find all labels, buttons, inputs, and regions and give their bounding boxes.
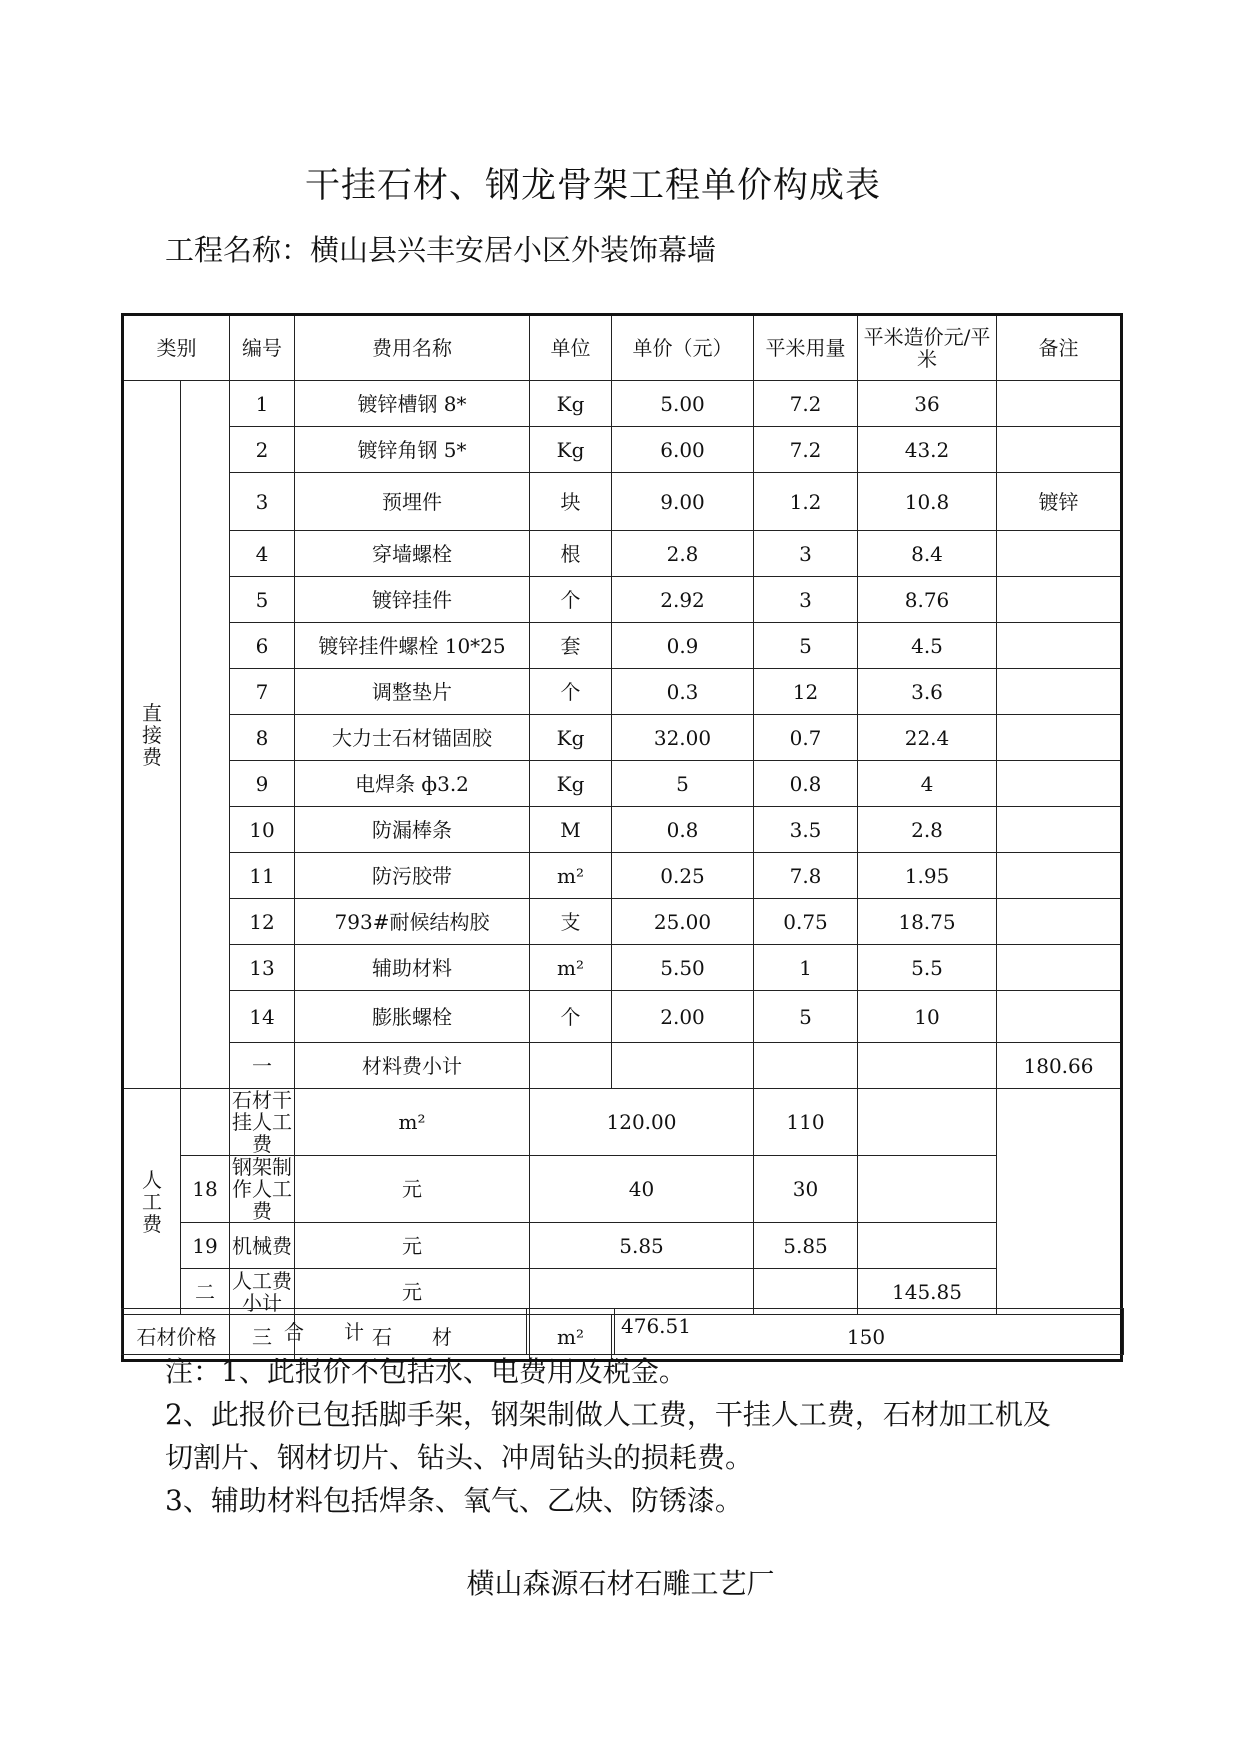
item-unit: m² [530, 945, 612, 991]
subtotal-no: 一 [230, 1043, 295, 1089]
item-qty: 12 [754, 669, 858, 715]
item-price: 2.92 [612, 577, 754, 623]
labor-cost: 5.85 [754, 1223, 858, 1269]
labor-no: 19 [181, 1223, 230, 1269]
item-remark [997, 761, 1122, 807]
item-cost: 22.4 [858, 715, 997, 761]
total-row [122, 1309, 1124, 1355]
labor-price: 120.00 [530, 1089, 754, 1156]
note-line: 2、此报价已包括脚手架，钢架制做人工费，干挂人工费，石材加工机及 [165, 1398, 1051, 1431]
header-name: 费用名称 [295, 315, 530, 381]
item-no: 10 [230, 807, 295, 853]
item-name: 电焊条 ф3.2 [295, 761, 530, 807]
labor-subtotal-value: 145.85 [858, 1269, 997, 1315]
subtotal-qty [754, 1043, 858, 1089]
item-price: 32.00 [612, 715, 754, 761]
stone-value: 150 [612, 1315, 1122, 1361]
item-name: 膨胀螺栓 [295, 991, 530, 1043]
item-qty: 3.5 [754, 807, 858, 853]
stone-name: 石 材 [295, 1315, 530, 1361]
item-remark: 镀锌 [997, 473, 1122, 531]
item-cost: 8.4 [858, 531, 997, 577]
item-name: 辅助材料 [295, 945, 530, 991]
subtotal-price [612, 1043, 754, 1089]
labor-row [123, 1156, 1122, 1223]
material-row [123, 761, 1122, 807]
item-cost: 5.5 [858, 945, 997, 991]
labor-remark [858, 1223, 997, 1269]
stone-no: 三 [230, 1315, 295, 1361]
header-cost: 平米造价元/平米 [858, 315, 997, 381]
labor-unit: m² [295, 1089, 530, 1156]
material-group-cell [181, 381, 230, 1089]
item-unit: M [530, 807, 612, 853]
subtotal-cost [858, 1043, 997, 1089]
item-name: 镀锌角钢 5* [295, 427, 530, 473]
item-qty: 7.2 [754, 427, 858, 473]
item-unit: Kg [530, 427, 612, 473]
item-cost: 1.95 [858, 853, 997, 899]
material-row [123, 427, 1122, 473]
item-no: 9 [230, 761, 295, 807]
item-qty: 5 [754, 623, 858, 669]
item-cost: 4.5 [858, 623, 997, 669]
item-qty: 3 [754, 577, 858, 623]
subtotal-unit [530, 1043, 612, 1089]
item-no: 2 [230, 427, 295, 473]
item-name: 大力士石材锚固胶 [295, 715, 530, 761]
signature: 横山森源石材石雕工艺厂 [466, 1567, 775, 1600]
item-remark [997, 427, 1122, 473]
material-row [123, 381, 1122, 427]
item-unit: 根 [530, 531, 612, 577]
note-line: 注：1、此报价不包括水、电费用及税金。 [165, 1355, 687, 1388]
item-cost: 18.75 [858, 899, 997, 945]
item-name: 镀锌挂件螺栓 10*25 [295, 623, 530, 669]
labor-unit: 元 [295, 1156, 530, 1223]
item-price: 5 [612, 761, 754, 807]
item-price: 5.50 [612, 945, 754, 991]
item-qty: 0.8 [754, 761, 858, 807]
material-row [123, 715, 1122, 761]
project-name: 工程名称：横山县兴丰安居小区外装饰幕墙 [165, 233, 717, 267]
price-table [121, 313, 1123, 1362]
item-unit: 个 [530, 669, 612, 715]
item-qty: 0.7 [754, 715, 858, 761]
labor-remark [858, 1089, 997, 1156]
labor-row [123, 1089, 1122, 1156]
item-remark [997, 531, 1122, 577]
item-cost: 36 [858, 381, 997, 427]
item-remark [997, 577, 1122, 623]
subtotal-name: 材料费小计 [295, 1043, 530, 1089]
material-row [123, 577, 1122, 623]
labor-name: 钢架制作人工费 [230, 1156, 295, 1223]
item-name: 穿墙螺栓 [295, 531, 530, 577]
item-cost: 2.8 [858, 807, 997, 853]
item-unit: 块 [530, 473, 612, 531]
item-name: 调整垫片 [295, 669, 530, 715]
header-no: 编号 [230, 315, 295, 381]
item-remark [997, 899, 1122, 945]
total-value: 476.51 [615, 1309, 1124, 1355]
material-row [123, 899, 1122, 945]
header-remark: 备注 [997, 315, 1122, 381]
item-cost: 43.2 [858, 427, 997, 473]
labor-row [123, 1223, 1122, 1269]
item-qty: 7.8 [754, 853, 858, 899]
item-remark [997, 715, 1122, 761]
item-cost: 3.6 [858, 669, 997, 715]
item-no: 1 [230, 381, 295, 427]
item-unit: m² [530, 853, 612, 899]
header-unit: 单位 [530, 315, 612, 381]
total-label: 合 计 [122, 1309, 527, 1355]
total-blank [527, 1309, 615, 1355]
item-qty: 0.75 [754, 899, 858, 945]
item-no: 13 [230, 945, 295, 991]
item-no: 3 [230, 473, 295, 531]
labor-price: 5.85 [530, 1223, 754, 1269]
labor-price: 40 [530, 1156, 754, 1223]
item-no: 4 [230, 531, 295, 577]
item-remark [997, 669, 1122, 715]
subtotal-value: 180.66 [997, 1043, 1122, 1089]
item-price: 0.8 [612, 807, 754, 853]
item-no: 7 [230, 669, 295, 715]
item-price: 25.00 [612, 899, 754, 945]
item-no: 8 [230, 715, 295, 761]
item-qty: 1 [754, 945, 858, 991]
labor-cost: 30 [754, 1156, 858, 1223]
stone-unit: m² [530, 1315, 612, 1361]
item-unit: 支 [530, 899, 612, 945]
item-unit: 个 [530, 991, 612, 1043]
item-unit: Kg [530, 761, 612, 807]
item-qty: 3 [754, 531, 858, 577]
note-line: 切割片、钢材切片、钻头、冲周钻头的损耗费。 [165, 1441, 754, 1474]
item-no: 5 [230, 577, 295, 623]
labor-name: 机械费 [230, 1223, 295, 1269]
item-name: 防污胶带 [295, 853, 530, 899]
item-cost: 4 [858, 761, 997, 807]
material-subtotal-row [123, 1043, 1122, 1089]
item-name: 预埋件 [295, 473, 530, 531]
direct-cost-label: 直 接 费 [123, 381, 181, 1089]
total-table [121, 1308, 1124, 1355]
item-cost: 10.8 [858, 473, 997, 531]
labor-no: 18 [181, 1156, 230, 1223]
header-row [123, 315, 1122, 381]
note-line: 3、辅助材料包括焊条、氧气、乙炔、防锈漆。 [165, 1484, 743, 1517]
item-qty: 7.2 [754, 381, 858, 427]
item-unit: 套 [530, 623, 612, 669]
item-remark [997, 991, 1122, 1043]
item-no: 12 [230, 899, 295, 945]
labor-name: 石材干挂人工费 [230, 1089, 295, 1156]
item-qty: 5 [754, 991, 858, 1043]
labor-subtotal-no: 二 [181, 1269, 230, 1315]
material-row [123, 473, 1122, 531]
labor-cost: 110 [754, 1089, 858, 1156]
item-price: 2.8 [612, 531, 754, 577]
material-row [123, 945, 1122, 991]
item-remark [997, 945, 1122, 991]
item-price: 9.00 [612, 473, 754, 531]
notes [165, 1350, 1105, 1522]
item-unit: 个 [530, 577, 612, 623]
material-row [123, 623, 1122, 669]
labor-group-label: 人 工 费 [123, 1089, 181, 1315]
item-no: 14 [230, 991, 295, 1043]
header-category: 类别 [123, 315, 230, 381]
item-price: 6.00 [612, 427, 754, 473]
item-no: 11 [230, 853, 295, 899]
item-name: 防漏棒条 [295, 807, 530, 853]
material-row [123, 669, 1122, 715]
item-price: 0.3 [612, 669, 754, 715]
item-qty: 1.2 [754, 473, 858, 531]
item-unit: Kg [530, 715, 612, 761]
item-cost: 10 [858, 991, 997, 1043]
item-remark [997, 623, 1122, 669]
document-title: 干挂石材、钢龙骨架工程单价构成表 [304, 166, 881, 206]
item-name: 镀锌槽钢 8* [295, 381, 530, 427]
material-row [123, 853, 1122, 899]
material-row [123, 531, 1122, 577]
material-row [123, 807, 1122, 853]
item-remark [997, 381, 1122, 427]
item-price: 0.9 [612, 623, 754, 669]
labor-unit: 元 [295, 1223, 530, 1269]
labor-subtotal-name: 人工费小计 [230, 1269, 295, 1315]
labor-remark [858, 1156, 997, 1223]
item-remark [997, 853, 1122, 899]
labor-subtotal-unit: 元 [295, 1269, 530, 1315]
header-price: 单价（元） [612, 315, 754, 381]
item-no: 6 [230, 623, 295, 669]
item-price: 2.00 [612, 991, 754, 1043]
labor-no [181, 1089, 230, 1156]
item-name: 793#耐候结构胶 [295, 899, 530, 945]
item-price: 0.25 [612, 853, 754, 899]
item-name: 镀锌挂件 [295, 577, 530, 623]
item-unit: Kg [530, 381, 612, 427]
item-price: 5.00 [612, 381, 754, 427]
item-remark [997, 807, 1122, 853]
stone-label: 石材价格 [123, 1315, 230, 1361]
header-qty: 平米用量 [754, 315, 858, 381]
material-row [123, 991, 1122, 1043]
item-cost: 8.76 [858, 577, 997, 623]
